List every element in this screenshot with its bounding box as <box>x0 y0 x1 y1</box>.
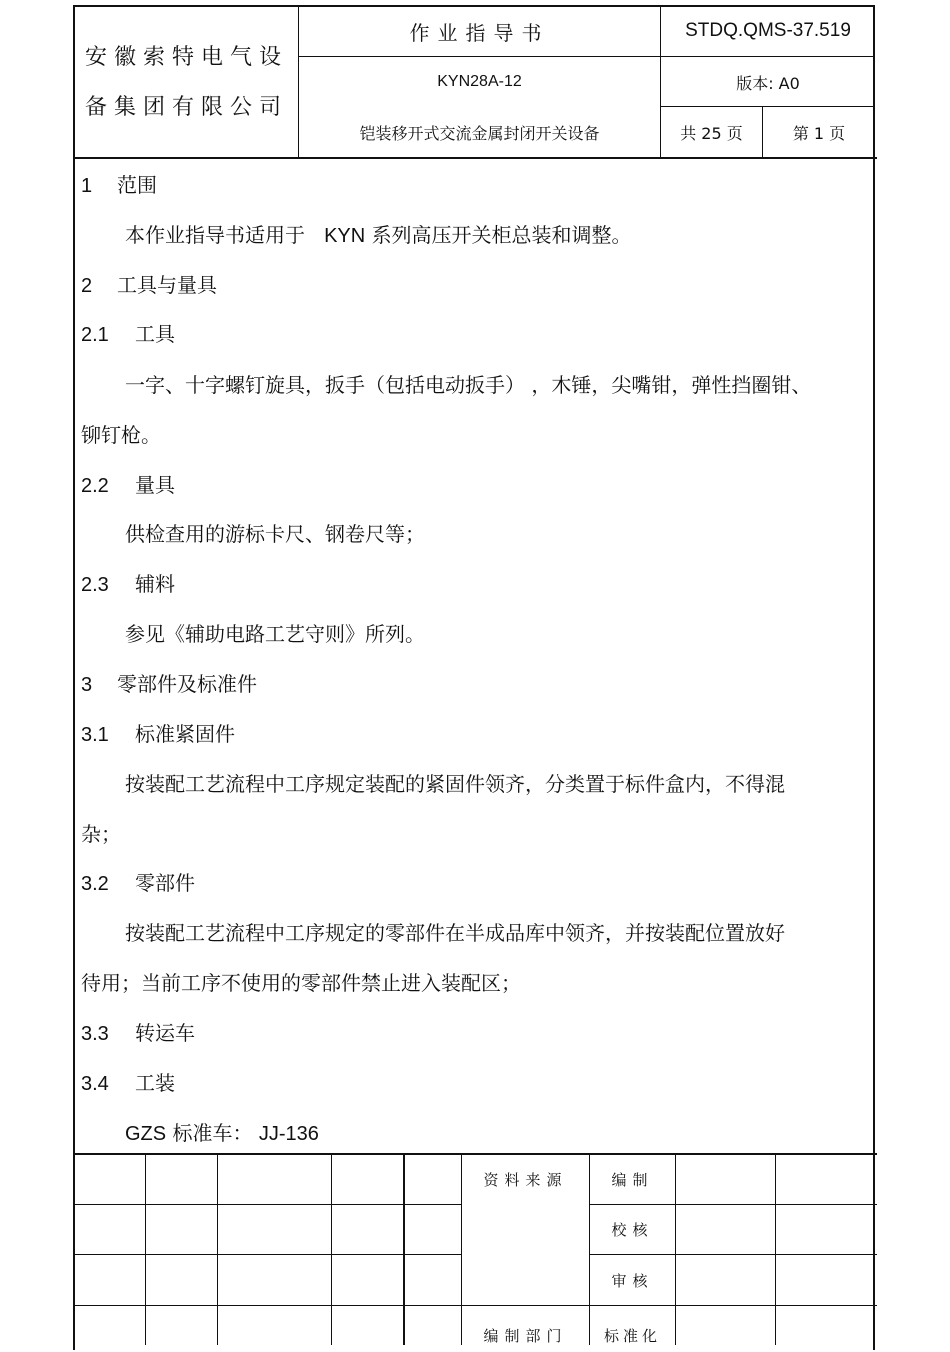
section-2-3-heading: 2.3 辅料 <box>81 572 175 596</box>
company-name <box>75 33 307 133</box>
section-1-heading: 1 范围 <box>81 173 157 197</box>
version: 版本: A0 <box>736 73 800 93</box>
section-1-text: 本作业指导书适用于 KYN 系列高压开关柜总装和调整。 <box>125 223 632 247</box>
company-name-line1: 安徽索特电气设 <box>85 45 289 70</box>
footer-check-label: 校核 <box>611 1221 654 1239</box>
section-2-heading: 2 工具与量具 <box>81 273 217 297</box>
footer-dept-label: 编制部门 <box>483 1326 568 1345</box>
total-pages: 共 25 页 <box>680 123 743 143</box>
section-3-3-heading: 3.3 转运车 <box>81 1021 195 1045</box>
page-number: 第 1 页 <box>792 123 846 143</box>
footer-review-label: 审核 <box>611 1271 654 1290</box>
section-3-1-text: 按装配工艺流程中工序规定装配的紧固件领齐，分类置于标件盒内，不得混 <box>125 772 785 796</box>
company-name-line2: 备集团有限公司 <box>85 95 289 120</box>
product-model: KYN28A-12 <box>437 73 522 90</box>
footer-source-label: 资料来源 <box>483 1171 568 1189</box>
product-name: 铠装移开式交流金属封闭开关设备 <box>359 123 600 143</box>
section-3-4-text: GZS 标准车： JJ-136 <box>125 1121 319 1145</box>
section-3-1-text-cont: 杂； <box>81 822 121 846</box>
section-3-2-text-cont: 待用；当前工序不使用的零部件禁止进入装配区； <box>81 971 521 995</box>
section-2-3-text: 参见《辅助电路工艺守则》所列。 <box>125 622 425 646</box>
footer-compile-label: 编制 <box>611 1171 654 1189</box>
section-2-1-text: 一字、十字螺钉旋具，扳手（包括电动扳手） ，木锤，尖嘴钳，弹性挡圈钳、 <box>125 373 812 397</box>
section-2-2-heading: 2.2 量具 <box>81 473 175 497</box>
section-3-4-heading: 3.4 工装 <box>81 1071 175 1095</box>
footer-standard-label: 标准化 <box>603 1326 661 1345</box>
section-3-1-heading: 3.1 标准紧固件 <box>81 722 235 746</box>
section-3-2-heading: 3.2 零部件 <box>81 871 195 895</box>
section-2-1-text-cont: 铆钉枪。 <box>81 423 161 447</box>
section-3-heading: 3 零部件及标准件 <box>81 672 257 696</box>
section-2-2-text: 供检查用的游标卡尺、钢卷尺等； <box>125 522 425 546</box>
document-type: 作业指导书 <box>409 20 550 45</box>
document-code: STDQ.QMS-37.519 <box>685 20 851 41</box>
section-2-1-heading: 2.1 工具 <box>81 322 175 346</box>
section-3-2-text: 按装配工艺流程中工序规定的零部件在半成品库中领齐，并按装配位置放好 <box>125 921 785 945</box>
